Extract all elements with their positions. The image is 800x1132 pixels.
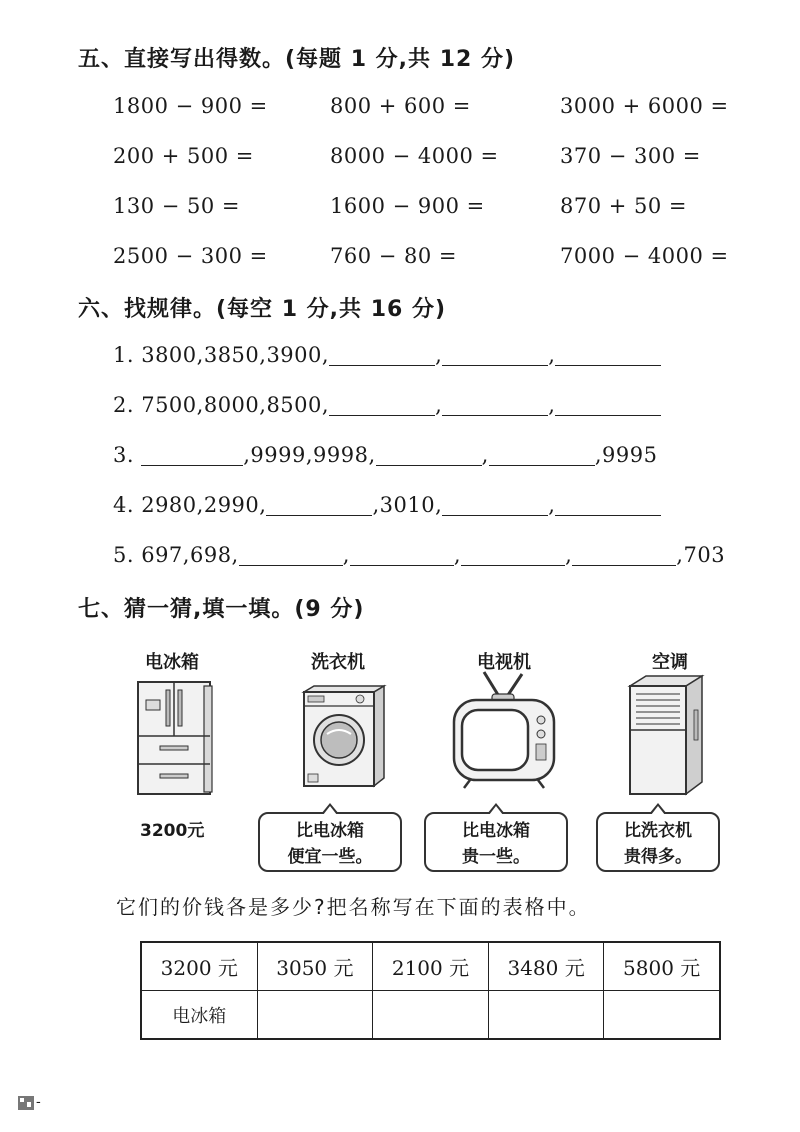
section-5-title: 五、直接写出得数。(每题 1 分,共 12 分) [78,47,516,72]
price-table [140,941,721,1040]
answer-blank[interactable] [461,543,565,566]
name-cell: 电冰箱 [141,991,257,1040]
answer-blank[interactable] [555,493,661,516]
appliance-label-washer: 洗衣机 [311,652,365,673]
sequence-text: 3. [113,443,142,467]
answer-blank[interactable] [555,343,661,366]
appliance-label-ac: 空调 [652,652,688,673]
sequence-item-1 [113,343,661,367]
expression: 2500 − 300 = [113,244,268,268]
answer-blank[interactable] [239,543,343,566]
speech-bubble-washer [258,812,402,872]
bubble-line: 比电冰箱 [462,821,530,841]
speech-bubble-ac [596,812,720,872]
sequence-text: , [342,543,350,567]
price-cell: 2100 元 [373,942,489,991]
sequence-text: 2. 7500,8000,8500, [113,393,330,417]
answer-blank[interactable] [329,343,435,366]
bubble-line: 贵得多。 [624,847,692,867]
price-cell: 3050 元 [257,942,373,991]
sequence-text: , [548,343,556,367]
expression: 1800 − 900 = [113,94,268,118]
sequence-item-4 [113,493,661,517]
air-conditioner-illustration [620,670,716,798]
sequence-text: , [435,393,443,417]
sequence-text: , [548,393,556,417]
answer-blank[interactable] [489,443,595,466]
name-answer-cell[interactable] [257,991,373,1040]
table-prompt: 它们的价钱各是多少?把名称写在下面的表格中。 [116,895,591,919]
expression: 760 − 80 = [330,244,458,268]
name-row [141,991,720,1040]
sequence-text: ,703 [676,543,726,567]
price-row [141,942,720,991]
section-7-title: 七、猜一猜,填一填。(9 分) [78,597,365,622]
name-answer-cell[interactable] [604,991,720,1040]
sequence-text: 5. 697,698, [113,543,239,567]
expression: 8000 − 4000 = [330,144,499,168]
expression: 130 − 50 = [113,194,241,218]
expression: 370 − 300 = [560,144,701,168]
answer-blank[interactable] [266,493,372,516]
sequence-item-5 [113,543,725,567]
answer-blank[interactable] [141,443,243,466]
price-cell: 3200 元 [141,942,257,991]
qr-mark-icon [18,1096,34,1110]
tv-illustration [448,668,560,792]
answer-blank[interactable] [442,343,548,366]
sequence-text: 1. 3800,3850,3900, [113,343,330,367]
sequence-item-3 [113,443,657,467]
expression: 3000 + 6000 = [560,94,729,118]
expression: 800 + 600 = [330,94,471,118]
answer-blank[interactable] [572,543,676,566]
sequence-text: ,3010, [372,493,443,517]
price-cell: 3480 元 [488,942,604,991]
bubble-line: 比电冰箱 [296,821,364,841]
sequence-text: , [548,493,556,517]
answer-blank[interactable] [376,443,482,466]
section-6-title: 六、找规律。(每空 1 分,共 16 分) [78,297,447,322]
speech-bubble-tv [424,812,568,872]
fridge-price: 3200元 [140,821,205,841]
answer-blank[interactable] [555,393,661,416]
bubble-line: 贵一些。 [462,847,530,867]
sequence-text: , [453,543,462,567]
answer-blank[interactable] [350,543,454,566]
name-answer-cell[interactable] [488,991,604,1040]
bubble-line: 比洗衣机 [624,821,692,841]
sequence-text: ,9999,9998, [243,443,376,467]
sequence-text: , [435,343,443,367]
sequence-text: ,9995 [594,443,658,467]
answer-blank[interactable] [442,493,548,516]
name-answer-cell[interactable] [373,991,489,1040]
bubble-line: 便宜一些。 [287,847,373,867]
expression: 1600 − 900 = [330,194,485,218]
answer-blank[interactable] [442,393,548,416]
appliance-label-tv: 电视机 [477,652,531,673]
appliance-label-fridge: 电冰箱 [145,652,199,673]
sequence-text: 4. 2980,2990, [113,493,267,517]
price-cell: 5800 元 [604,942,720,991]
sequence-text: , [565,543,573,567]
footer-mark: - [36,1094,41,1110]
expression: 870 + 50 = [560,194,688,218]
washing-machine-illustration [294,682,390,792]
sequence-item-2 [113,393,661,417]
answer-blank[interactable] [329,393,435,416]
sequence-text: , [481,443,489,467]
fridge-illustration [128,678,218,798]
expression: 200 + 500 = [113,144,254,168]
expression: 7000 − 4000 = [560,244,729,268]
